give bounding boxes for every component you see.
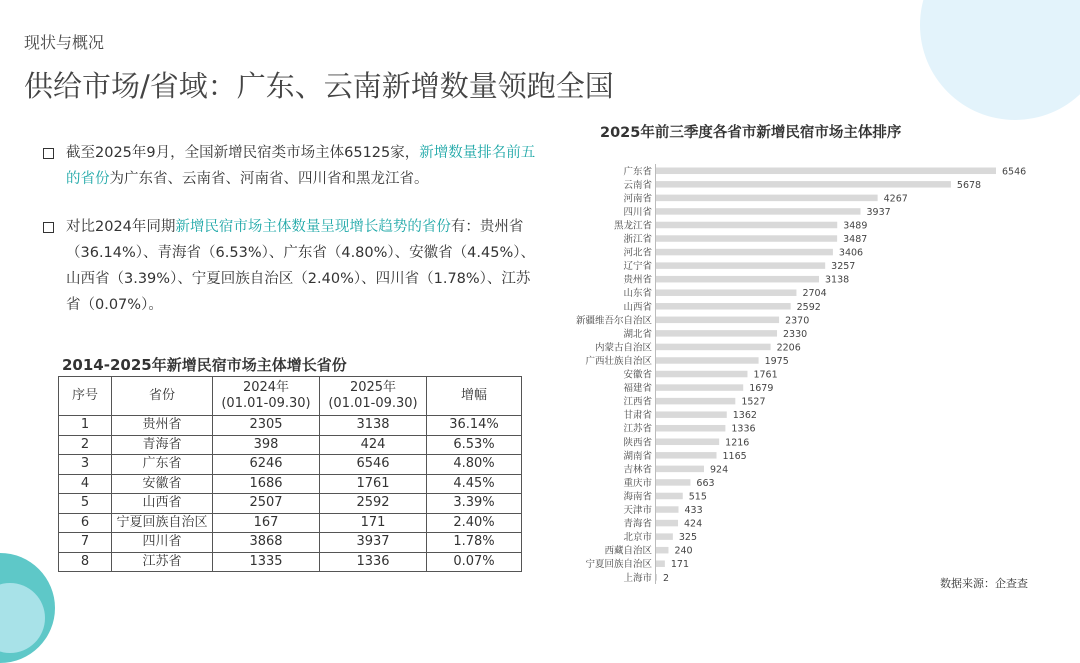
bullet-text	[66, 140, 536, 192]
cell-2025: 171	[320, 513, 427, 533]
y-tick-label: 黑龙江省	[613, 220, 652, 232]
cell-2025: 1336	[320, 552, 427, 572]
table-title: 2014-2025年新增民宿市场主体增长省份	[62, 356, 347, 374]
bar	[656, 317, 779, 324]
cell-province: 贵州省	[112, 416, 213, 436]
cell-2025: 6546	[320, 455, 427, 475]
table-row	[59, 513, 522, 533]
table-row	[59, 455, 522, 475]
decor-circle-top-right	[920, 0, 1080, 120]
y-tick-label: 湖北省	[623, 328, 652, 340]
cell-index: 8	[59, 552, 112, 572]
y-tick-label: 西藏自治区	[604, 545, 652, 557]
y-tick-label: 山西省	[623, 301, 652, 313]
bar	[656, 439, 719, 446]
bar	[656, 235, 837, 242]
cell-growth: 36.14%	[427, 416, 522, 436]
bullet-highlight: 新增数量排名前五的省份	[66, 145, 536, 187]
cell-2025: 2592	[320, 494, 427, 514]
data-label: 2704	[802, 288, 827, 300]
bar	[656, 560, 665, 567]
cell-index: 6	[59, 513, 112, 533]
bar	[656, 303, 791, 310]
source-note: 数据来源：企查查	[940, 577, 1028, 590]
cell-2024: 1686	[213, 474, 320, 494]
bullet-text	[66, 214, 536, 318]
cell-2025: 3937	[320, 533, 427, 553]
bar	[656, 547, 668, 554]
header-index: 序号	[59, 377, 112, 416]
data-label: 1679	[749, 383, 774, 395]
y-tick-label: 内蒙古自治区	[594, 342, 652, 354]
bullet-growth	[46, 214, 536, 318]
cell-growth: 0.07%	[427, 552, 522, 572]
cell-index: 7	[59, 533, 112, 553]
data-label: 924	[709, 464, 729, 476]
y-tick-label: 江西省	[623, 396, 652, 408]
data-label: 4267	[883, 193, 908, 205]
y-tick-label: 重庆市	[623, 477, 652, 489]
y-tick-label: 宁夏回族自治区	[585, 559, 652, 571]
chart-title: 2025年前三季度各省市新增民宿市场主体排序	[600, 125, 902, 141]
bullet-highlight: 新增民宿市场主体数量呈现增长趋势的省份	[175, 219, 451, 235]
cell-province: 青海省	[112, 435, 213, 455]
data-label: 1975	[764, 355, 789, 367]
y-tick-label: 新疆维吾尔自治区	[575, 315, 652, 327]
table-row	[59, 533, 522, 553]
bullet-segment: 为广东省、云南省、河南省、四川省和黑龙江省。	[109, 171, 429, 187]
bar	[656, 208, 860, 215]
cell-province: 广东省	[112, 455, 213, 475]
y-tick-label: 山东省	[623, 288, 652, 300]
y-tick-label: 安徽省	[623, 369, 652, 381]
cell-index: 1	[59, 416, 112, 436]
data-label: 3937	[866, 206, 891, 218]
data-label: 1216	[725, 437, 750, 449]
data-label: 3257	[831, 261, 856, 273]
bar	[656, 276, 819, 283]
data-label: 240	[674, 545, 693, 557]
bar	[656, 222, 837, 229]
section-label: 现状与概况	[24, 33, 105, 52]
bar	[656, 398, 735, 405]
bar	[656, 452, 717, 459]
y-tick-label: 福建省	[623, 383, 652, 395]
bullet-marker	[43, 222, 54, 233]
bar	[656, 181, 951, 188]
y-tick-label: 浙江省	[623, 234, 652, 246]
data-label: 1527	[741, 396, 766, 408]
bar	[656, 262, 825, 269]
cell-province: 宁夏回族自治区	[112, 513, 213, 533]
data-label: 663	[696, 477, 715, 489]
bullet-marker	[43, 148, 54, 159]
table-row	[59, 494, 522, 514]
cell-index: 4	[59, 474, 112, 494]
cell-index: 5	[59, 494, 112, 514]
data-label: 2592	[796, 301, 821, 313]
page-title: 供给市场/省域：广东、云南新增数量领跑全国	[24, 69, 614, 103]
cell-2024: 2305	[213, 416, 320, 436]
data-label: 1336	[731, 423, 756, 435]
data-label: 3487	[843, 234, 868, 246]
cell-index: 3	[59, 455, 112, 475]
cell-growth: 4.80%	[427, 455, 522, 475]
data-label: 171	[670, 559, 690, 571]
bar	[656, 466, 704, 473]
y-tick-label: 贵州省	[623, 274, 652, 286]
table-row	[59, 416, 522, 436]
data-label: 2370	[785, 315, 810, 327]
data-label: 515	[688, 491, 707, 503]
data-label: 6546	[1002, 166, 1027, 178]
y-tick-label: 青海省	[623, 518, 652, 530]
data-label: 5678	[956, 179, 982, 191]
cell-2024: 6246	[213, 455, 320, 475]
bullet-segment: 对比2024年同期	[66, 219, 176, 235]
table-row	[59, 552, 522, 572]
y-tick-label: 湖南省	[623, 450, 652, 462]
data-label: 325	[678, 532, 698, 544]
y-tick-label: 广西壮族自治区	[585, 355, 652, 367]
cell-province: 安徽省	[112, 474, 213, 494]
y-tick-label: 云南省	[623, 179, 652, 191]
data-label: 2	[663, 572, 670, 584]
table-row	[59, 435, 522, 455]
cell-growth: 2.40%	[427, 513, 522, 533]
cell-province: 四川省	[112, 533, 213, 553]
province-ranking-chart	[540, 160, 1040, 588]
bar	[656, 371, 747, 378]
cell-growth: 1.78%	[427, 533, 522, 553]
cell-growth: 4.45%	[427, 474, 522, 494]
bar	[656, 195, 878, 202]
header-province: 省份	[112, 377, 213, 416]
bar	[656, 425, 725, 432]
bar	[656, 520, 678, 527]
bar	[656, 411, 727, 418]
growth-table	[58, 376, 522, 572]
y-tick-label: 辽宁省	[623, 261, 652, 273]
bar	[656, 574, 657, 581]
bar	[656, 384, 743, 391]
table-header-row	[59, 377, 522, 416]
bar	[656, 330, 777, 337]
y-tick-label: 北京市	[623, 532, 652, 544]
cell-index: 2	[59, 435, 112, 455]
bullet-summary	[46, 140, 536, 192]
data-label: 1761	[753, 369, 778, 381]
cell-2024: 167	[213, 513, 320, 533]
y-tick-label: 吉林省	[623, 464, 652, 476]
cell-2025: 1761	[320, 474, 427, 494]
data-label: 424	[684, 518, 703, 530]
y-tick-label: 海南省	[623, 491, 652, 503]
bar	[656, 493, 683, 500]
data-label: 2206	[776, 342, 801, 354]
y-tick-label: 上海市	[623, 572, 652, 584]
y-tick-label: 江苏省	[623, 423, 652, 435]
cell-2025: 424	[320, 435, 427, 455]
y-tick-label: 天津市	[623, 505, 652, 517]
cell-2024: 1335	[213, 552, 320, 572]
y-tick-label: 陕西省	[623, 437, 652, 449]
y-tick-label: 甘肃省	[623, 410, 652, 422]
cell-growth: 3.39%	[427, 494, 522, 514]
cell-2024: 398	[213, 435, 320, 455]
bar	[656, 506, 678, 513]
bullet-segment: 有：贵州省（36.14%）、青海省（6.53%）、广东省（4.80%）、安徽省（4.45%）、山西省（3.39%）、宁夏回族自治区（2.40%）、四川省（1.78%）、江苏省（0.07%）。	[66, 219, 535, 313]
data-label: 1165	[722, 450, 747, 462]
y-tick-label: 四川省	[623, 206, 652, 218]
data-label: 3489	[843, 220, 868, 232]
data-label: 2330	[783, 328, 808, 340]
bar	[656, 289, 796, 296]
bar	[656, 357, 759, 364]
cell-province: 江苏省	[112, 552, 213, 572]
data-label: 433	[684, 505, 703, 517]
cell-2025: 3138	[320, 416, 427, 436]
bar	[656, 533, 673, 540]
bar	[656, 249, 833, 256]
cell-2024: 3868	[213, 533, 320, 553]
table-row	[59, 474, 522, 494]
bullet-segment: 截至2025年9月，全国新增民宿类市场主体65125家，	[66, 145, 420, 161]
header-2024: 2024年 (01.01-09.30)	[213, 377, 320, 416]
y-tick-label: 广东省	[623, 166, 652, 178]
y-tick-label: 河北省	[623, 247, 652, 259]
bar	[656, 344, 771, 351]
bar	[656, 479, 690, 486]
data-label: 1362	[732, 410, 757, 422]
header-2025: 2025年 (01.01-09.30)	[320, 377, 427, 416]
header-growth: 增幅	[427, 377, 522, 416]
cell-2024: 2507	[213, 494, 320, 514]
data-label: 3406	[838, 247, 864, 259]
cell-growth: 6.53%	[427, 435, 522, 455]
data-label: 3138	[824, 274, 850, 286]
cell-province: 山西省	[112, 494, 213, 514]
bar	[656, 168, 996, 175]
y-tick-label: 河南省	[623, 193, 652, 205]
